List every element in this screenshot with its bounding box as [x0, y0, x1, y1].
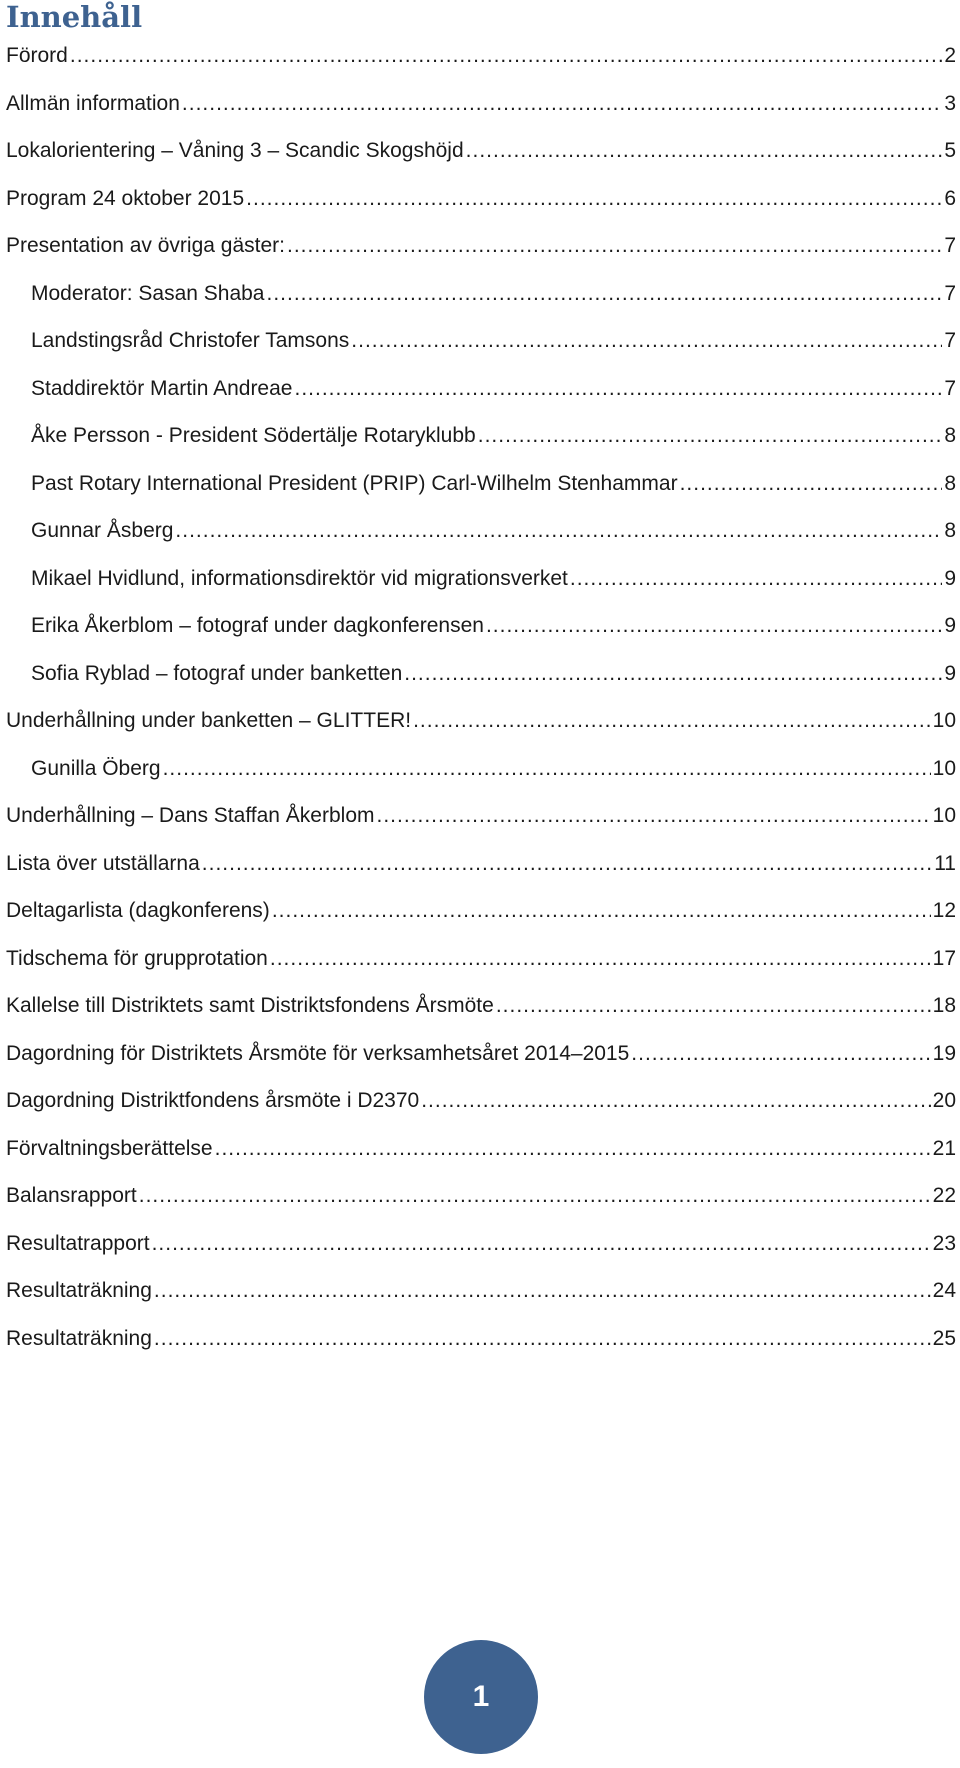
toc-entry-label: Sofia Ryblad – fotograf under banketten: [31, 661, 403, 685]
toc-entry[interactable]: [6, 1267, 956, 1315]
toc-entry-page: 8: [944, 471, 956, 495]
toc-entry-label: Gunilla Öberg: [31, 756, 161, 780]
toc-entry-label: Åke Persson - President Södertälje Rotaryklubb: [31, 424, 476, 448]
toc-entry-page: 22: [932, 1184, 956, 1208]
toc-entry[interactable]: [6, 80, 956, 128]
dot-leader: [287, 235, 942, 256]
toc-entry-page: 21: [932, 1136, 956, 1160]
dot-leader: [163, 758, 931, 779]
dot-leader: [175, 520, 942, 541]
toc-entry[interactable]: [6, 745, 956, 793]
dot-leader: [413, 710, 931, 731]
toc-entry-page: 25: [932, 1326, 956, 1350]
toc-entry-page: 8: [944, 519, 956, 543]
toc-entry-page: 17: [932, 946, 956, 970]
toc-entry-label: Dagordning för Distriktets Årsmöte för verksamhetsåret 2014–2015: [6, 1041, 630, 1065]
toc-entry-page: 9: [944, 614, 956, 638]
toc-entry[interactable]: [6, 32, 956, 80]
toc-entry-page: 5: [944, 139, 956, 163]
toc-entry[interactable]: [6, 1077, 956, 1125]
toc-entry[interactable]: [6, 602, 956, 650]
toc-entry-label: Gunnar Åsberg: [31, 519, 174, 543]
toc-entry-page: 18: [932, 994, 956, 1018]
dot-leader: [486, 615, 942, 636]
toc-entry[interactable]: [6, 222, 956, 270]
dot-leader: [377, 805, 931, 826]
toc-entry-page: 10: [932, 709, 956, 733]
toc-entry-label: Deltagarlista (dagkonferens): [6, 899, 270, 923]
toc-entry-page: 20: [932, 1089, 956, 1113]
dot-leader: [631, 1043, 930, 1064]
toc-entry-page: 6: [944, 186, 956, 210]
dot-leader: [246, 188, 942, 209]
toc-entry-page: 19: [932, 1041, 956, 1065]
toc-entry-page: 10: [932, 804, 956, 828]
dot-leader: [272, 900, 931, 921]
toc-entry-label: Kallelse till Distriktets samt Distriktsfondens Årsmöte: [6, 994, 494, 1018]
toc-entry-label: Lista över utställarna: [6, 851, 200, 875]
toc-entry[interactable]: [6, 127, 956, 175]
dot-leader: [202, 853, 932, 874]
dot-leader: [680, 473, 943, 494]
toc-entry-label: Mikael Hvidlund, informationsdirektör vid migrationsverket: [31, 566, 568, 590]
toc-entry-page: 7: [944, 234, 956, 258]
dot-leader: [152, 1233, 931, 1254]
toc-entry[interactable]: [6, 1125, 956, 1173]
toc-entry[interactable]: [6, 887, 956, 935]
dot-leader: [182, 93, 942, 114]
toc-entry-page: 9: [944, 566, 956, 590]
toc-entry[interactable]: [6, 270, 956, 318]
dot-leader: [478, 425, 943, 446]
toc-entry[interactable]: [6, 507, 956, 555]
toc-entry-page: 23: [932, 1231, 956, 1255]
toc-entry-page: 8: [944, 424, 956, 448]
toc-entry-label: Balansrapport: [6, 1184, 137, 1208]
dot-leader: [215, 1138, 931, 1159]
toc-entry-page: 12: [932, 899, 956, 923]
toc-entry[interactable]: [6, 460, 956, 508]
toc-entry[interactable]: [6, 697, 956, 745]
toc-entry-label: Program 24 oktober 2015: [6, 186, 245, 210]
toc-entry-label: Presentation av övriga gäster:: [6, 234, 285, 258]
toc-entry-label: Förvaltningsberättelse: [6, 1136, 213, 1160]
toc-entry[interactable]: [6, 840, 956, 888]
table-of-contents: [6, 32, 956, 1362]
toc-entry-page: 11: [934, 851, 956, 875]
dot-leader: [294, 378, 942, 399]
toc-entry-page: 3: [944, 91, 956, 115]
page-number: 1: [472, 1680, 490, 1713]
toc-entry-label: Erika Åkerblom – fotograf under dagkonferensen: [31, 614, 484, 638]
toc-entry-page: 7: [944, 376, 956, 400]
dot-leader: [70, 45, 942, 66]
toc-entry[interactable]: [6, 935, 956, 983]
dot-leader: [404, 663, 942, 684]
toc-entry-page: 7: [944, 329, 956, 353]
toc-entry[interactable]: [6, 317, 956, 365]
toc-entry-label: Landstingsråd Christofer Tamsons: [31, 329, 350, 353]
toc-entry[interactable]: [6, 555, 956, 603]
toc-entry-label: Resultaträkning: [6, 1326, 152, 1350]
toc-entry-page: 24: [932, 1279, 956, 1303]
toc-entry-page: 7: [944, 281, 956, 305]
toc-entry-label: Dagordning Distriktfondens årsmöte i D2370: [6, 1089, 420, 1113]
toc-entry-label: Past Rotary International President (PRIP) Carl-Wilhelm Stenhammar: [31, 471, 678, 495]
toc-entry[interactable]: [6, 1220, 956, 1268]
toc-entry[interactable]: [6, 1315, 956, 1363]
page-number-badge: [424, 1640, 538, 1754]
page-title: Innehåll: [6, 0, 143, 34]
dot-leader: [466, 140, 943, 161]
toc-entry[interactable]: [6, 365, 956, 413]
toc-entry-label: Underhållning under banketten – GLITTER!: [6, 709, 412, 733]
dot-leader: [266, 283, 942, 304]
toc-entry[interactable]: [6, 650, 956, 698]
toc-entry-label: Underhållning – Dans Staffan Åkerblom: [6, 804, 375, 828]
toc-entry-label: Resultatrapport: [6, 1231, 150, 1255]
toc-entry-label: Staddirektör Martin Andreae: [31, 376, 293, 400]
dot-leader: [421, 1090, 930, 1111]
dot-leader: [570, 568, 942, 589]
toc-entry-page: 10: [932, 756, 956, 780]
dot-leader: [496, 995, 931, 1016]
dot-leader: [270, 948, 931, 969]
toc-entry-label: Förord: [6, 44, 68, 68]
toc-entry-label: Tidschema för grupprotation: [6, 946, 268, 970]
toc-entry[interactable]: [6, 982, 956, 1030]
toc-entry[interactable]: [6, 175, 956, 223]
toc-entry-page: 9: [944, 661, 956, 685]
dot-leader: [154, 1280, 931, 1301]
toc-entry[interactable]: [6, 1172, 956, 1220]
toc-entry[interactable]: [6, 412, 956, 460]
dot-leader: [351, 330, 942, 351]
toc-entry-label: Moderator: Sasan Shaba: [31, 281, 265, 305]
toc-entry-label: Allmän information: [6, 91, 180, 115]
toc-entry[interactable]: [6, 1030, 956, 1078]
toc-entry-label: Lokalorientering – Våning 3 – Scandic Skogshöjd: [6, 139, 464, 163]
toc-entry-page: 2: [944, 44, 956, 68]
toc-entry-label: Resultaträkning: [6, 1279, 152, 1303]
dot-leader: [139, 1185, 931, 1206]
dot-leader: [154, 1328, 931, 1349]
toc-entry[interactable]: [6, 792, 956, 840]
